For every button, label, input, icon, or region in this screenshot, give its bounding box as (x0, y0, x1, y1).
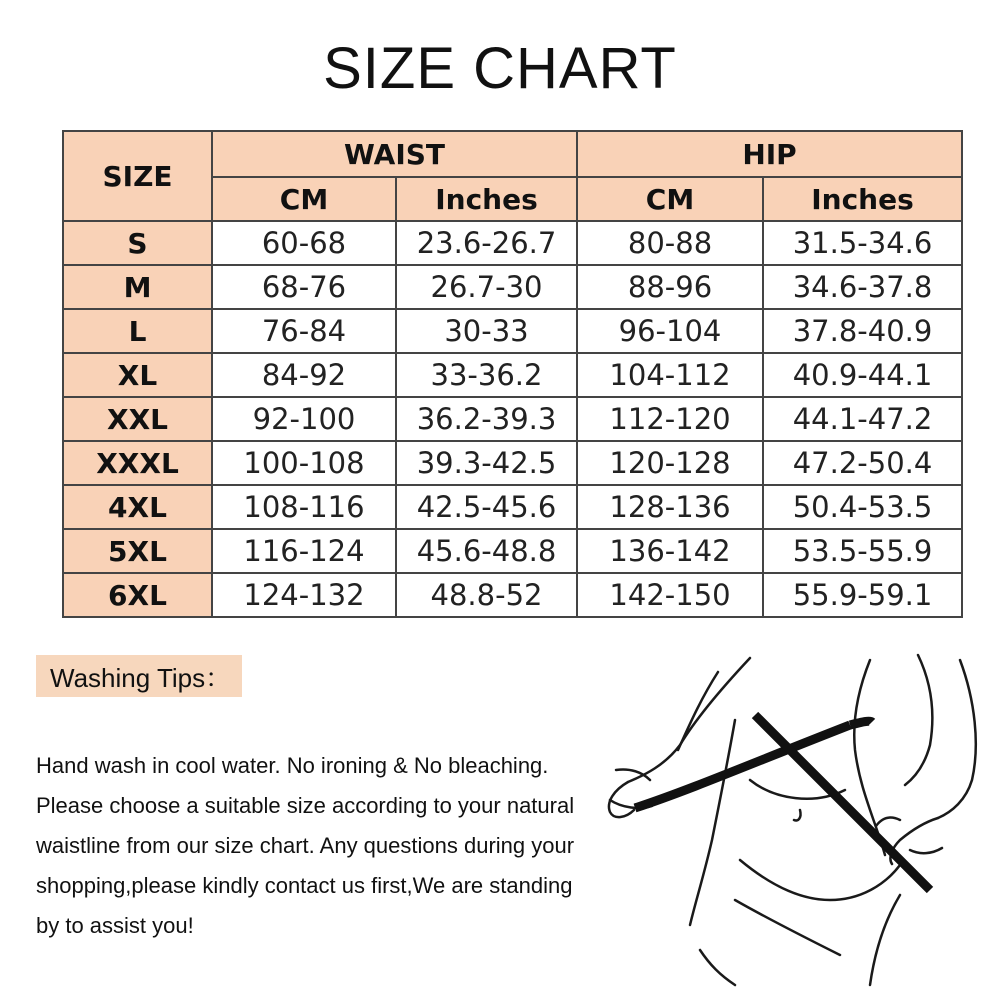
table-row (63, 353, 962, 397)
table-row (63, 485, 962, 529)
waist-measurement-illustration-icon (600, 650, 995, 995)
waist-cm-cell: 68-76 (212, 265, 396, 309)
waist-cm-cell: 108-116 (212, 485, 396, 529)
table-row (63, 529, 962, 573)
size-column-header: SIZE (63, 131, 212, 221)
waist-inches-cell: 42.5-45.6 (396, 485, 577, 529)
size-cell: 4XL (63, 485, 212, 529)
size-chart-table (62, 130, 963, 618)
table-row (63, 309, 962, 353)
table-row (63, 397, 962, 441)
care-line: waistline from our size chart. Any questions during your (36, 833, 575, 858)
size-cell: L (63, 309, 212, 353)
waist-inches-cell: 36.2-39.3 (396, 397, 577, 441)
care-line: Please choose a suitable size according to your natural (36, 793, 575, 818)
hip-cm-cell: 80-88 (577, 221, 763, 265)
table-row (63, 221, 962, 265)
hip-inches-cell: 37.8-40.9 (763, 309, 962, 353)
waist-cm-header: CM (212, 177, 396, 221)
waist-cm-cell: 124-132 (212, 573, 396, 617)
table-row (63, 573, 962, 617)
hip-cm-cell: 142-150 (577, 573, 763, 617)
waist-group-header: WAIST (212, 131, 577, 177)
care-line: Hand wash in cool water. No ironing & No bleaching. (36, 753, 549, 778)
size-cell: 5XL (63, 529, 212, 573)
waist-cm-cell: 100-108 (212, 441, 396, 485)
hip-cm-cell: 88-96 (577, 265, 763, 309)
washing-tips-badge (36, 655, 242, 697)
hip-cm-header: CM (577, 177, 763, 221)
waist-cm-cell: 76-84 (212, 309, 396, 353)
hip-inches-cell: 50.4-53.5 (763, 485, 962, 529)
table-row (63, 265, 962, 309)
hip-inches-cell: 34.6-37.8 (763, 265, 962, 309)
hip-group-header: HIP (577, 131, 962, 177)
size-cell: XXL (63, 397, 212, 441)
hip-inches-cell: 47.2-50.4 (763, 441, 962, 485)
hip-cm-cell: 112-120 (577, 397, 763, 441)
hip-inches-cell: 55.9-59.1 (763, 573, 962, 617)
size-cell: 6XL (63, 573, 212, 617)
waist-cm-cell: 84-92 (212, 353, 396, 397)
hip-inches-cell: 31.5-34.6 (763, 221, 962, 265)
waist-inches-cell: 33-36.2 (396, 353, 577, 397)
hip-cm-cell: 120-128 (577, 441, 763, 485)
waist-inches-header: Inches (396, 177, 577, 221)
care-instructions (36, 746, 616, 946)
hip-inches-cell: 53.5-55.9 (763, 529, 962, 573)
care-line: by to assist you! (36, 913, 194, 938)
hip-cm-cell: 96-104 (577, 309, 763, 353)
size-cell: XXXL (63, 441, 212, 485)
hip-inches-cell: 44.1-47.2 (763, 397, 962, 441)
hip-cm-cell: 136-142 (577, 529, 763, 573)
waist-inches-cell: 48.8-52 (396, 573, 577, 617)
hip-inches-cell: 40.9-44.1 (763, 353, 962, 397)
size-cell: S (63, 221, 212, 265)
size-cell: M (63, 265, 212, 309)
waist-cm-cell: 116-124 (212, 529, 396, 573)
hip-cm-cell: 104-112 (577, 353, 763, 397)
waist-inches-cell: 26.7-30 (396, 265, 577, 309)
care-line: shopping,please kindly contact us first,We are standing (36, 873, 573, 898)
waist-cm-cell: 92-100 (212, 397, 396, 441)
table-row (63, 441, 962, 485)
waist-inches-cell: 45.6-48.8 (396, 529, 577, 573)
waist-inches-cell: 39.3-42.5 (396, 441, 577, 485)
hip-inches-header: Inches (763, 177, 962, 221)
waist-cm-cell: 60-68 (212, 221, 396, 265)
waist-inches-cell: 30-33 (396, 309, 577, 353)
page-title: SIZE CHART (323, 36, 677, 101)
waist-inches-cell: 23.6-26.7 (396, 221, 577, 265)
size-cell: XL (63, 353, 212, 397)
washing-tips-label: Washing Tips： (50, 662, 232, 693)
hip-cm-cell: 128-136 (577, 485, 763, 529)
